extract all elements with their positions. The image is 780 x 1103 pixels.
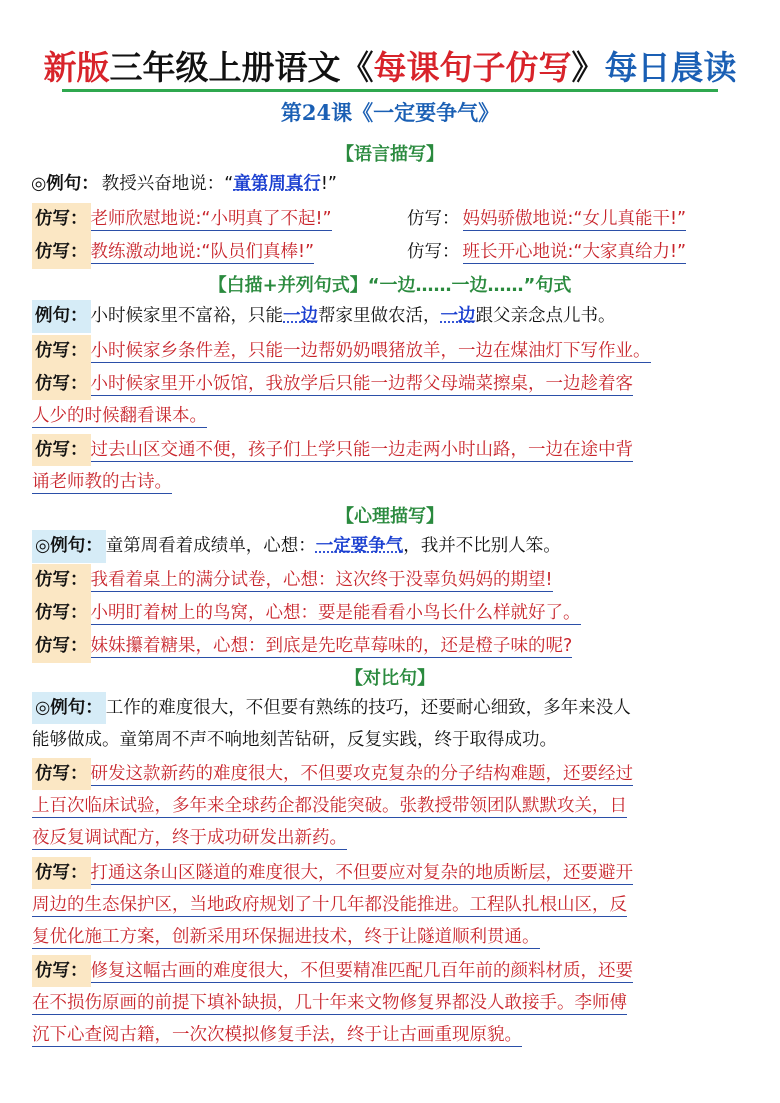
s4-imitate-2	[32, 857, 754, 953]
s2-example-a: 小时候家里不富裕，只能	[90, 306, 283, 326]
s4-imitate-text: 在不损伤原画的前提下填补缺损，几十年来文物修复界都没人敢接手。李师傅	[32, 993, 627, 1013]
imitate-label: 仿写：	[407, 242, 460, 262]
s2-example-emphasis-2: 一边	[440, 306, 476, 326]
imitate-label: 仿写：	[32, 955, 91, 987]
s3-imitate-3	[32, 630, 760, 663]
imitate-label: 仿写：	[32, 758, 91, 790]
lesson-title: 第24课《一定要争气》	[280, 100, 500, 125]
title-topic: 每课句子仿写	[373, 48, 572, 87]
s4-imitate-text: 打通这条山区隧道的难度很大，不但要应对复杂的地质断层，还要避开	[90, 863, 633, 883]
s2-imitate-text: 人少的时候翻看课本。	[32, 406, 207, 426]
imitate-label: 仿写：	[32, 203, 91, 236]
s3-example-emphasis: 一定要争气	[315, 536, 404, 556]
title-bracket: 》	[571, 48, 605, 87]
s4-example	[32, 692, 754, 756]
imitate-label: 仿写：	[407, 209, 460, 229]
s2-imitate-text: 小时候家里开小饭馆，我放学后只能一边帮父母端菜擦桌，一边趁着客	[90, 374, 633, 394]
s4-imitate-text: 上百次临床试验，多年来全球药企都没能突破。张教授带领团队默默攻关，日	[32, 796, 627, 816]
s3-imitate-text: 小明盯着树上的鸟窝，心想：要是能看看小鸟长什么样就好了。	[90, 603, 581, 623]
s4-example-text: 工作的难度很大，不但要有熟练的技巧，还要耐心细致，多年来没人	[105, 698, 631, 718]
imitate-label: 仿写：	[32, 630, 91, 663]
imitate-label: 仿写：	[32, 597, 91, 630]
s3-imitate-text: 我看着桌上的满分试卷，心想：这次终于没辜负妈妈的期望!	[90, 570, 553, 590]
s1-imitate-text: 教练激动地说:“队员们真棒!”	[90, 242, 315, 262]
s1-example-pre: 教授兴奋地说：“	[101, 174, 234, 194]
title-divider	[62, 89, 718, 92]
section-heading-language: 【语言描写】	[336, 144, 444, 165]
s1-imitate-2a	[32, 236, 314, 269]
s1-imitate-text: 妈妈骄傲地说:“女儿真能干!”	[462, 209, 687, 229]
s3-example-b: ，我并不比别人笨。	[403, 536, 561, 556]
s4-imitate-3	[32, 955, 754, 1051]
s3-example-row	[32, 530, 760, 563]
s4-imitate-text: 沉下心查阅古籍，一次次模拟修复手法，终于让古画重现原貌。	[32, 1025, 522, 1045]
s1-imitate-1a	[32, 203, 332, 236]
s2-example-emphasis-1: 一边	[283, 306, 318, 326]
s1-example-post: !”	[320, 174, 337, 194]
s1-imitate-1b	[404, 203, 686, 236]
s2-imitate-1	[32, 335, 760, 368]
s4-imitate-text: 周边的生态保护区，当地政府规划了十几年都没能推进。工程队扎根山区，反	[32, 895, 627, 915]
imitate-label: 仿写：	[32, 564, 91, 597]
s2-imitate-3	[32, 434, 754, 498]
title-daily-reading: 每日晨读	[604, 48, 737, 87]
title-new-edition: 新版	[43, 48, 110, 87]
imitate-label: 仿写：	[32, 434, 91, 466]
s2-example-b: 帮家里做农活，	[318, 306, 441, 326]
s4-imitate-text: 夜反复调试配方，终于成功研发出新药。	[32, 828, 347, 848]
s4-imitate-text: 研发这款新药的难度很大，不但要攻克复杂的分子结构难题，还要经过	[90, 764, 633, 784]
s3-imitate-2	[32, 597, 760, 630]
imitate-label: 仿写：	[32, 335, 91, 368]
example-label: 例句：	[32, 300, 91, 333]
imitate-label: 仿写：	[32, 236, 91, 269]
s2-imitate-text: 诵老师教的古诗。	[32, 472, 172, 492]
s1-imitate-text: 班长开心地说:“大家真给力!”	[462, 242, 687, 262]
s4-imitate-1	[32, 758, 754, 854]
s3-imitate-text: 妹妹攥着糖果，心想：到底是先吃草莓味的，还是橙子味的呢?	[90, 636, 573, 656]
title-grade: 三年级上册语文《	[109, 48, 374, 87]
s4-example-text: 能够做成。童第周不声不响地刻苦钻研，反复实践，终于取得成功。	[32, 730, 557, 750]
page-title	[0, 42, 780, 89]
section-heading-parallel: 【白描+并列句式】“一边……一边……”句式	[208, 275, 572, 296]
s1-imitate-2b	[404, 236, 686, 269]
s2-imitate-2	[32, 368, 754, 432]
imitate-label: 仿写：	[32, 368, 91, 400]
s1-example-row	[28, 168, 760, 201]
s2-imitate-text: 小时候家乡条件差，只能一边帮奶奶喂猪放羊，一边在煤油灯下写作业。	[90, 341, 651, 361]
s2-example-c: 跟父亲念点儿书。	[475, 306, 616, 326]
example-label: ◎例句：	[32, 530, 106, 563]
s4-imitate-text: 修复这幅古画的难度很大，不但要精准匹配几百年前的颜料材质，还要	[90, 961, 633, 981]
example-label: ◎例句：	[32, 692, 106, 724]
s2-example-row	[32, 300, 760, 333]
section-heading-psychology: 【心理描写】	[336, 506, 444, 527]
s3-example-a: 童第周看着成绩单，心想：	[105, 536, 316, 556]
imitate-label: 仿写：	[32, 857, 91, 889]
s4-imitate-text: 复优化施工方案，创新采用环保掘进技术，终于让隧道顺利贯通。	[32, 927, 540, 947]
example-label: ◎例句：	[31, 174, 99, 194]
s2-imitate-text: 过去山区交通不便，孩子们上学只能一边走两小时山路，一边在途中背	[90, 440, 633, 460]
s1-example-emphasis: 童第周真行	[233, 174, 321, 194]
s1-imitate-text: 老师欣慰地说:“小明真了不起!”	[90, 209, 332, 229]
s3-imitate-1	[32, 564, 760, 597]
section-heading-contrast: 【对比句】	[345, 668, 435, 689]
